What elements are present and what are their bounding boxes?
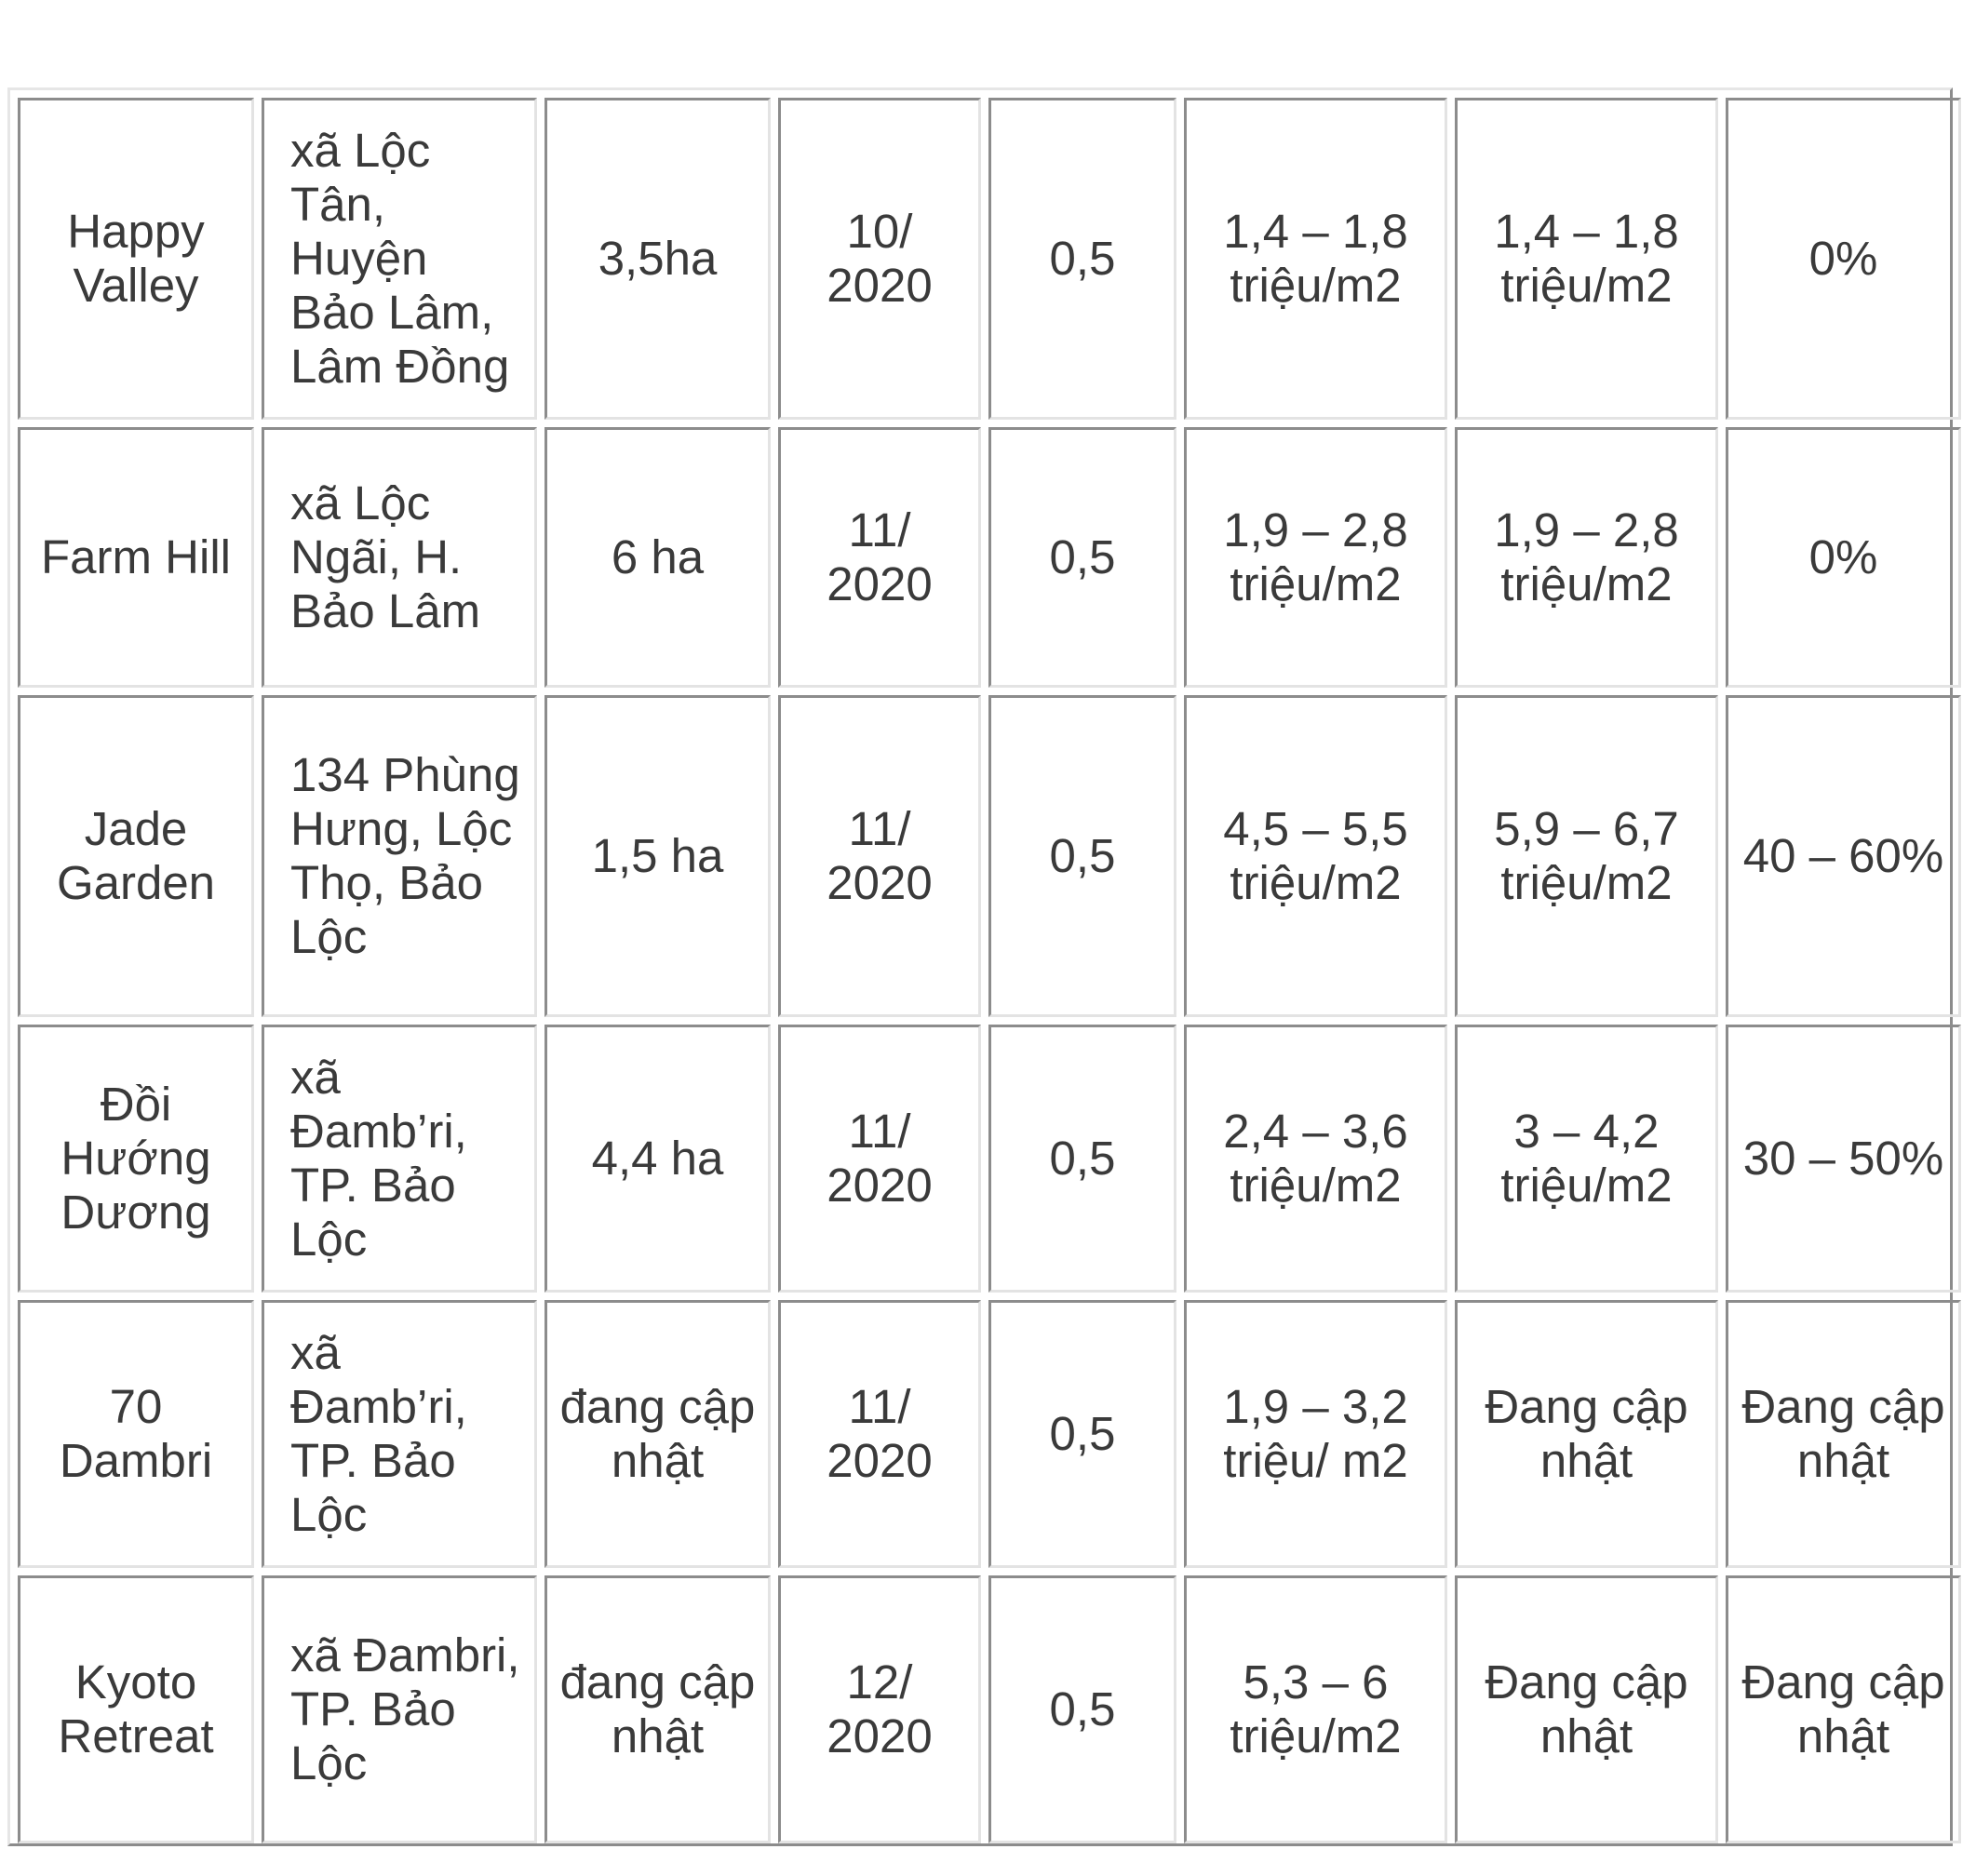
date-cell: 11/ 2020 <box>778 1300 981 1568</box>
ratio-cell: 0,5 <box>988 1575 1176 1843</box>
area-cell: 1,5 ha <box>544 695 771 1017</box>
price-from-cell: 4,5 – 5,5 triệu/m2 <box>1184 695 1447 1017</box>
price-from-cell: 1,4 – 1,8 triệu/m2 <box>1184 98 1447 420</box>
date-cell: 11/ 2020 <box>778 427 981 688</box>
location-cell: xã Đambri, TP. Bảo Lộc <box>262 1575 537 1843</box>
growth-cell: 0% <box>1726 98 1961 420</box>
price-to-cell: 1,9 – 2,8 triệu/m2 <box>1455 427 1718 688</box>
location-cell: xã Đamb’ri, TP. Bảo Lộc <box>262 1025 537 1293</box>
price-to-cell: 1,4 – 1,8 triệu/m2 <box>1455 98 1718 420</box>
ratio-cell: 0,5 <box>988 1300 1176 1568</box>
area-cell: 6 ha <box>544 427 771 688</box>
project-name-cell: Đồi Hướng Dương <box>18 1025 254 1293</box>
ratio-cell: 0,5 <box>988 695 1176 1017</box>
growth-cell: 40 – 60% <box>1726 695 1961 1017</box>
area-cell: đang cập nhật <box>544 1300 771 1568</box>
area-cell: đang cập nhật <box>544 1575 771 1843</box>
location-cell: xã Lộc Ngãi, H. Bảo Lâm <box>262 427 537 688</box>
table-row <box>18 1300 1961 1568</box>
project-name-cell: Happy Valley <box>18 98 254 420</box>
table-row <box>18 427 1961 688</box>
project-name-cell: Kyoto Retreat <box>18 1575 254 1843</box>
price-from-cell: 1,9 – 3,2 triệu/ m2 <box>1184 1300 1447 1568</box>
price-to-cell: 3 – 4,2 triệu/m2 <box>1455 1025 1718 1293</box>
price-from-cell: 2,4 – 3,6 triệu/m2 <box>1184 1025 1447 1293</box>
projects-table <box>10 90 1969 1851</box>
date-cell: 12/ 2020 <box>778 1575 981 1843</box>
growth-cell: 30 – 50% <box>1726 1025 1961 1293</box>
table-row <box>18 695 1961 1017</box>
location-cell: xã Lộc Tân, Huyện Bảo Lâm, Lâm Đồng <box>262 98 537 420</box>
price-to-cell: Đang cập nhật <box>1455 1575 1718 1843</box>
project-name-cell: Jade Garden <box>18 695 254 1017</box>
growth-cell: Đang cập nhật <box>1726 1575 1961 1843</box>
projects-table-container <box>7 87 1953 1846</box>
area-cell: 4,4 ha <box>544 1025 771 1293</box>
project-name-cell: Farm Hill <box>18 427 254 688</box>
price-to-cell: Đang cập nhật <box>1455 1300 1718 1568</box>
date-cell: 11/ 2020 <box>778 1025 981 1293</box>
date-cell: 11/ 2020 <box>778 695 981 1017</box>
date-cell: 10/ 2020 <box>778 98 981 420</box>
price-from-cell: 5,3 – 6 triệu/m2 <box>1184 1575 1447 1843</box>
table-row <box>18 1575 1961 1843</box>
project-name-cell: 70 Dambri <box>18 1300 254 1568</box>
table-row <box>18 1025 1961 1293</box>
ratio-cell: 0,5 <box>988 98 1176 420</box>
price-from-cell: 1,9 – 2,8 triệu/m2 <box>1184 427 1447 688</box>
location-cell: xã Đamb’ri, TP. Bảo Lộc <box>262 1300 537 1568</box>
ratio-cell: 0,5 <box>988 1025 1176 1293</box>
area-cell: 3,5ha <box>544 98 771 420</box>
growth-cell: 0% <box>1726 427 1961 688</box>
growth-cell: Đang cập nhật <box>1726 1300 1961 1568</box>
price-to-cell: 5,9 – 6,7 triệu/m2 <box>1455 695 1718 1017</box>
location-cell: 134 Phùng Hưng, Lộc Thọ, Bảo Lộc <box>262 695 537 1017</box>
table-row <box>18 98 1961 420</box>
ratio-cell: 0,5 <box>988 427 1176 688</box>
